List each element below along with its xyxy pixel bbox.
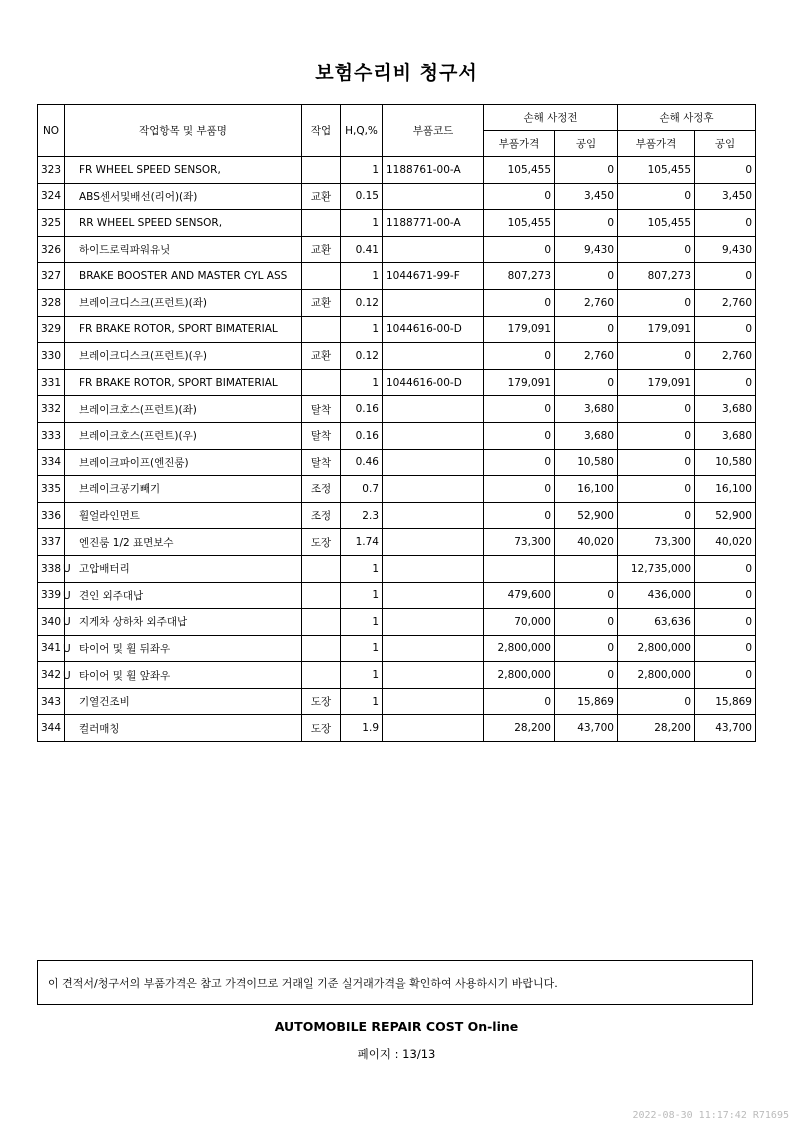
row-item-name: [65, 369, 302, 396]
row-before-labor: 0: [555, 609, 618, 636]
row-before-labor: 0: [555, 369, 618, 396]
row-after-part-price: 2,800,000: [618, 662, 695, 689]
row-before-part-price: 0: [484, 343, 555, 370]
row-part-code: [383, 422, 484, 449]
row-no: 341: [38, 635, 65, 662]
row-no: 324: [38, 183, 65, 210]
row-after-labor: 0: [695, 263, 756, 290]
row-item-label: FR BRAKE ROTOR, SPORT BIMATERIAL: [79, 376, 278, 389]
row-work-type: 탈착: [302, 449, 341, 476]
row-after-labor: 52,900: [695, 502, 756, 529]
row-item-name: [65, 422, 302, 449]
row-after-part-price: 0: [618, 449, 695, 476]
row-work-type: [302, 210, 341, 237]
header-item: 작업항목 및 부품명: [65, 105, 302, 157]
row-item-label: 휠얼라인먼트: [79, 510, 140, 523]
row-before-part-price: 0: [484, 449, 555, 476]
row-work-type: [302, 316, 341, 343]
row-item-name: [65, 236, 302, 263]
row-no: 335: [38, 476, 65, 503]
row-work-type: 조정: [302, 502, 341, 529]
header-before-labor: 공임: [555, 131, 618, 157]
table-row: [38, 289, 756, 316]
table-row: [38, 662, 756, 689]
row-no: 343: [38, 688, 65, 715]
row-part-code: 1044616-00-D: [383, 369, 484, 396]
row-before-labor: 3,680: [555, 396, 618, 423]
row-part-code: 1044671-99-F: [383, 263, 484, 290]
row-hq: 1: [341, 555, 383, 582]
row-item-label: 브레이크디스크(프런트)(좌): [79, 297, 207, 310]
row-after-labor: 3,450: [695, 183, 756, 210]
row-item-label: 브레이크디스크(프런트)(우): [79, 350, 207, 363]
row-after-part-price: 63,636: [618, 609, 695, 636]
row-work-type: 도장: [302, 529, 341, 556]
row-item-label: ABS센서및배선(리어)(좌): [79, 190, 198, 203]
row-after-part-price: 807,273: [618, 263, 695, 290]
row-before-labor: 3,680: [555, 422, 618, 449]
watermark: [200, 520, 620, 590]
row-after-part-price: 0: [618, 422, 695, 449]
row-no: 337: [38, 529, 65, 556]
row-after-part-price: 73,300: [618, 529, 695, 556]
table-row: [38, 369, 756, 396]
table-row: [38, 210, 756, 237]
row-after-part-price: 0: [618, 343, 695, 370]
row-no: 326: [38, 236, 65, 263]
row-part-code: [383, 396, 484, 423]
row-item-name: [65, 183, 302, 210]
row-no: 334: [38, 449, 65, 476]
row-no: 340: [38, 609, 65, 636]
row-work-type: 탈착: [302, 422, 341, 449]
row-item-label: 브레이크파이프(엔진룸): [79, 456, 189, 469]
print-timestamp: 2022-08-30 11:17:42 R71695: [632, 1110, 789, 1121]
row-flag: U: [63, 669, 71, 682]
row-after-labor: 0: [695, 662, 756, 689]
document-title: 보험수리비 청구서: [315, 62, 478, 84]
row-item-label: 타이어 및 휠 뒤좌우: [79, 642, 171, 655]
row-item-label: BRAKE BOOSTER AND MASTER CYL ASS: [79, 270, 288, 283]
row-part-code: [383, 183, 484, 210]
row-after-part-price: 0: [618, 396, 695, 423]
row-after-labor: 16,100: [695, 476, 756, 503]
row-item-name: [65, 263, 302, 290]
repair-cost-table: [37, 104, 756, 742]
row-flag: U: [63, 616, 71, 629]
table-row: [38, 688, 756, 715]
row-item-label: 고압배터리: [79, 563, 130, 576]
row-before-labor: 0: [555, 263, 618, 290]
row-part-code: [383, 688, 484, 715]
row-flag: U: [63, 642, 71, 655]
row-item-label: 타이어 및 휠 앞좌우: [79, 669, 171, 682]
row-item-label: 하이드로릭파워유닛: [79, 244, 171, 257]
row-after-part-price: 436,000: [618, 582, 695, 609]
row-before-part-price: 105,455: [484, 210, 555, 237]
row-after-labor: 9,430: [695, 236, 756, 263]
row-no: 323: [38, 157, 65, 184]
row-before-labor: 40,020: [555, 529, 618, 556]
row-work-type: [302, 369, 341, 396]
row-work-type: 교환: [302, 183, 341, 210]
row-item-label: 브레이크공기빼기: [79, 483, 161, 496]
row-no: 327: [38, 263, 65, 290]
row-item-name: [65, 343, 302, 370]
row-before-part-price: 0: [484, 476, 555, 503]
row-before-part-price: 179,091: [484, 369, 555, 396]
row-work-type: 교환: [302, 289, 341, 316]
row-no: 333: [38, 422, 65, 449]
row-part-code: [383, 635, 484, 662]
row-item-name: [65, 289, 302, 316]
row-item-label: FR WHEEL SPEED SENSOR,: [79, 163, 221, 176]
row-after-labor: 0: [695, 157, 756, 184]
table-row: [38, 343, 756, 370]
row-hq: 1: [341, 609, 383, 636]
row-part-code: [383, 476, 484, 503]
row-hq: 0.15: [341, 183, 383, 210]
row-after-labor: 0: [695, 316, 756, 343]
row-work-type: 조정: [302, 476, 341, 503]
row-part-code: [383, 343, 484, 370]
row-before-part-price: 0: [484, 502, 555, 529]
row-part-code: [383, 289, 484, 316]
table-row: [38, 263, 756, 290]
row-item-label: 지게차 상하차 외주대납: [79, 616, 188, 629]
row-hq: 1: [341, 263, 383, 290]
row-after-part-price: 179,091: [618, 369, 695, 396]
row-before-part-price: 0: [484, 289, 555, 316]
row-hq: 0.7: [341, 476, 383, 503]
row-after-part-price: 0: [618, 289, 695, 316]
row-no: 329: [38, 316, 65, 343]
row-item-label: 브레이크호스(프런트)(우): [79, 430, 197, 443]
row-after-part-price: 12,735,000: [618, 555, 695, 582]
row-before-labor: 3,450: [555, 183, 618, 210]
header-hq: H,Q,%: [341, 105, 383, 157]
row-before-labor: 0: [555, 210, 618, 237]
row-part-code: [383, 449, 484, 476]
row-work-type: 탈착: [302, 396, 341, 423]
row-before-part-price: 479,600: [484, 582, 555, 609]
row-work-type: 도장: [302, 715, 341, 742]
row-no: 328: [38, 289, 65, 316]
row-part-code: [383, 715, 484, 742]
row-item-label: 컬러매칭: [79, 722, 120, 735]
row-after-labor: 0: [695, 369, 756, 396]
row-item-name: [65, 662, 302, 689]
page-number: 페이지 : 13/13: [357, 1047, 436, 1061]
row-before-part-price: 2,800,000: [484, 635, 555, 662]
header-after-assessment: 손해 사정후: [618, 105, 756, 131]
header-work: 작업: [302, 105, 341, 157]
row-hq: 2.3: [341, 502, 383, 529]
row-before-part-price: 0: [484, 422, 555, 449]
table-row: [38, 715, 756, 742]
row-before-part-price: 0: [484, 396, 555, 423]
header-before-assessment: 손해 사정전: [484, 105, 618, 131]
row-before-labor: 2,760: [555, 343, 618, 370]
row-after-labor: 43,700: [695, 715, 756, 742]
row-item-name: [65, 210, 302, 237]
row-hq: 0.12: [341, 343, 383, 370]
row-before-part-price: 73,300: [484, 529, 555, 556]
row-after-part-price: 28,200: [618, 715, 695, 742]
table-row: [38, 449, 756, 476]
row-work-type: [302, 609, 341, 636]
row-item-name: [65, 635, 302, 662]
row-before-part-price: 0: [484, 183, 555, 210]
row-item-name: [65, 396, 302, 423]
row-after-part-price: 105,455: [618, 157, 695, 184]
row-hq: 0.41: [341, 236, 383, 263]
row-after-labor: 3,680: [695, 396, 756, 423]
row-no: 344: [38, 715, 65, 742]
row-after-labor: 40,020: [695, 529, 756, 556]
row-no: 330: [38, 343, 65, 370]
row-work-type: [302, 662, 341, 689]
table-row: [38, 316, 756, 343]
row-before-part-price: 70,000: [484, 609, 555, 636]
header-before-part-price: 부품가격: [484, 131, 555, 157]
table-row: [38, 396, 756, 423]
row-item-name: [65, 316, 302, 343]
row-after-labor: 2,760: [695, 343, 756, 370]
row-before-labor: 0: [555, 635, 618, 662]
row-after-part-price: 0: [618, 688, 695, 715]
row-flag: U: [63, 563, 71, 576]
row-before-labor: 43,700: [555, 715, 618, 742]
row-after-part-price: 0: [618, 502, 695, 529]
row-before-part-price: 0: [484, 236, 555, 263]
header-part-code: 부품코드: [383, 105, 484, 157]
table-row: [38, 236, 756, 263]
row-after-part-price: 0: [618, 476, 695, 503]
row-before-labor: 16,100: [555, 476, 618, 503]
row-hq: 0.12: [341, 289, 383, 316]
table-row: [38, 422, 756, 449]
row-work-type: [302, 635, 341, 662]
row-hq: 1: [341, 210, 383, 237]
row-part-code: [383, 609, 484, 636]
header-after-labor: 공임: [695, 131, 756, 157]
row-item-name: [65, 157, 302, 184]
row-hq: 1.74: [341, 529, 383, 556]
row-work-type: [302, 263, 341, 290]
row-after-part-price: 0: [618, 236, 695, 263]
row-hq: 1.9: [341, 715, 383, 742]
row-item-name: [65, 449, 302, 476]
row-after-labor: 0: [695, 555, 756, 582]
row-item-label: 기열건조비: [79, 696, 130, 709]
disclaimer-note: 이 견적서/청구서의 부품가격은 참고 가격이므로 거래일 기준 실거래가격을 확인하여 사용하시기 바랍니다.: [37, 960, 753, 1005]
row-before-part-price: 105,455: [484, 157, 555, 184]
row-no: 325: [38, 210, 65, 237]
row-work-type: 교환: [302, 236, 341, 263]
row-work-type: 교환: [302, 343, 341, 370]
row-work-type: 도장: [302, 688, 341, 715]
row-before-part-price: 179,091: [484, 316, 555, 343]
row-hq: 0.46: [341, 449, 383, 476]
row-hq: 0.16: [341, 422, 383, 449]
row-work-type: [302, 157, 341, 184]
row-no: 332: [38, 396, 65, 423]
row-after-labor: 3,680: [695, 422, 756, 449]
row-after-part-price: 179,091: [618, 316, 695, 343]
table-row: [38, 609, 756, 636]
row-before-labor: 9,430: [555, 236, 618, 263]
row-item-label: 브레이크호스(프런트)(좌): [79, 403, 197, 416]
row-before-labor: 52,900: [555, 502, 618, 529]
row-item-label: 엔진룸 1/2 표면보수: [79, 536, 174, 549]
row-part-code: 1188771-00-A: [383, 210, 484, 237]
table-row: [38, 157, 756, 184]
row-before-labor: 0: [555, 662, 618, 689]
row-before-labor: 0: [555, 157, 618, 184]
row-item-label: RR WHEEL SPEED SENSOR,: [79, 216, 223, 229]
row-hq: 1: [341, 635, 383, 662]
row-hq: 1: [341, 369, 383, 396]
row-after-part-price: 2,800,000: [618, 635, 695, 662]
row-no: 342: [38, 662, 65, 689]
row-item-name: [65, 609, 302, 636]
row-item-label: FR BRAKE ROTOR, SPORT BIMATERIAL: [79, 323, 278, 336]
row-hq: 1: [341, 688, 383, 715]
row-before-labor: 10,580: [555, 449, 618, 476]
row-after-part-price: 0: [618, 183, 695, 210]
table-row: [38, 183, 756, 210]
row-after-labor: 0: [695, 582, 756, 609]
row-flag: U: [63, 589, 71, 602]
row-after-labor: 2,760: [695, 289, 756, 316]
row-before-labor: 0: [555, 582, 618, 609]
row-after-labor: 0: [695, 210, 756, 237]
footer-title: AUTOMOBILE REPAIR COST On-line: [274, 1019, 519, 1034]
row-part-code: 1044616-00-D: [383, 316, 484, 343]
row-before-labor: 0: [555, 316, 618, 343]
row-item-name: [65, 715, 302, 742]
row-before-part-price: 807,273: [484, 263, 555, 290]
row-hq: 0.16: [341, 396, 383, 423]
row-after-part-price: 105,455: [618, 210, 695, 237]
row-after-labor: 15,869: [695, 688, 756, 715]
row-hq: 1: [341, 662, 383, 689]
row-hq: 1: [341, 316, 383, 343]
row-part-code: 1188761-00-A: [383, 157, 484, 184]
row-part-code: [383, 662, 484, 689]
row-after-labor: 10,580: [695, 449, 756, 476]
row-after-labor: 0: [695, 609, 756, 636]
row-before-part-price: 2,800,000: [484, 662, 555, 689]
row-no: 339: [38, 582, 65, 609]
row-hq: 1: [341, 157, 383, 184]
row-hq: 1: [341, 582, 383, 609]
row-before-part-price: 0: [484, 688, 555, 715]
row-no: 336: [38, 502, 65, 529]
row-part-code: [383, 236, 484, 263]
row-item-name: [65, 688, 302, 715]
table-row: [38, 635, 756, 662]
header-no: NO: [38, 105, 65, 157]
row-after-labor: 0: [695, 635, 756, 662]
row-no: 331: [38, 369, 65, 396]
header-after-part-price: 부품가격: [618, 131, 695, 157]
row-before-labor: 2,760: [555, 289, 618, 316]
row-no: 338: [38, 555, 65, 582]
table-row: [38, 476, 756, 503]
row-item-label: 견인 외주대납: [79, 589, 144, 602]
row-before-part-price: 28,200: [484, 715, 555, 742]
row-item-name: [65, 476, 302, 503]
row-before-labor: 15,869: [555, 688, 618, 715]
